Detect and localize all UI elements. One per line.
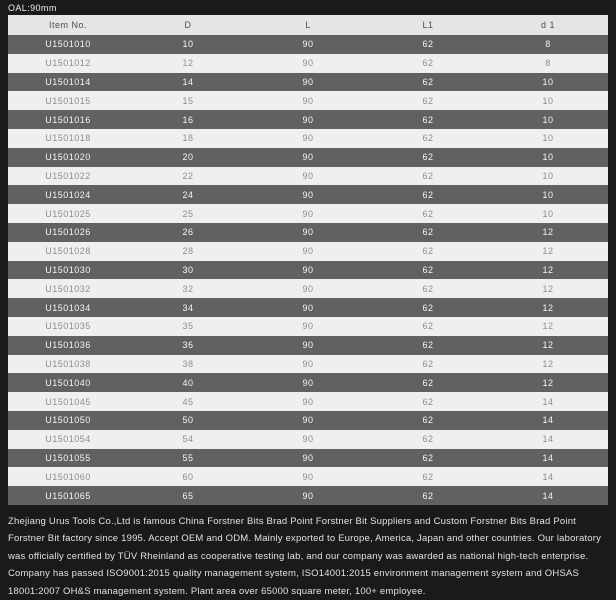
cell-value: 8	[488, 35, 608, 54]
cell-value: 10	[128, 35, 248, 54]
cell-value: 36	[128, 336, 248, 355]
cell-value: 10	[488, 129, 608, 148]
spec-table-body	[8, 35, 608, 505]
cell-value: 90	[248, 148, 368, 167]
cell-value: 30	[128, 261, 248, 280]
cell-value: 28	[128, 242, 248, 261]
cell-value: 14	[488, 449, 608, 468]
table-row	[8, 430, 608, 449]
cell-value: 10	[488, 204, 608, 223]
cell-item-no: U1501040	[8, 373, 128, 392]
table-row	[8, 392, 608, 411]
cell-value: 90	[248, 54, 368, 73]
cell-value: 90	[248, 223, 368, 242]
oal-caption: OAL:90mm	[8, 3, 57, 13]
cell-value: 10	[488, 91, 608, 110]
cell-value: 62	[368, 35, 488, 54]
table-row	[8, 298, 608, 317]
cell-item-no: U1501024	[8, 185, 128, 204]
cell-value: 90	[248, 279, 368, 298]
cell-value: 14	[488, 411, 608, 430]
cell-value: 90	[248, 373, 368, 392]
cell-value: 10	[488, 185, 608, 204]
cell-value: 62	[368, 261, 488, 280]
cell-value: 90	[248, 129, 368, 148]
cell-value: 14	[488, 392, 608, 411]
cell-value: 90	[248, 486, 368, 505]
column-header-4: d 1	[488, 15, 608, 35]
cell-value: 25	[128, 204, 248, 223]
cell-value: 90	[248, 242, 368, 261]
cell-value: 90	[248, 336, 368, 355]
table-row	[8, 317, 608, 336]
cell-value: 62	[368, 223, 488, 242]
table-row	[8, 185, 608, 204]
cell-value: 90	[248, 73, 368, 92]
cell-item-no: U1501036	[8, 336, 128, 355]
cell-value: 12	[488, 261, 608, 280]
cell-value: 12	[128, 54, 248, 73]
table-row	[8, 167, 608, 186]
cell-value: 10	[488, 148, 608, 167]
cell-value: 62	[368, 129, 488, 148]
cell-value: 26	[128, 223, 248, 242]
cell-value: 12	[488, 317, 608, 336]
cell-value: 90	[248, 204, 368, 223]
cell-item-no: U1501030	[8, 261, 128, 280]
cell-value: 62	[368, 91, 488, 110]
table-row	[8, 91, 608, 110]
table-row	[8, 279, 608, 298]
table-row	[8, 110, 608, 129]
cell-value: 62	[368, 373, 488, 392]
cell-item-no: U1501016	[8, 110, 128, 129]
table-row	[8, 129, 608, 148]
cell-value: 12	[488, 223, 608, 242]
cell-value: 38	[128, 355, 248, 374]
cell-value: 45	[128, 392, 248, 411]
cell-value: 14	[128, 73, 248, 92]
cell-value: 35	[128, 317, 248, 336]
cell-value: 62	[368, 317, 488, 336]
cell-value: 90	[248, 317, 368, 336]
table-row	[8, 204, 608, 223]
cell-value: 62	[368, 110, 488, 129]
header-row	[8, 15, 608, 35]
cell-value: 62	[368, 486, 488, 505]
table-row	[8, 242, 608, 261]
cell-value: 90	[248, 411, 368, 430]
table-row	[8, 411, 608, 430]
cell-value: 90	[248, 392, 368, 411]
cell-value: 62	[368, 242, 488, 261]
cell-value: 90	[248, 449, 368, 468]
cell-value: 90	[248, 110, 368, 129]
cell-value: 62	[368, 430, 488, 449]
cell-value: 12	[488, 373, 608, 392]
table-row	[8, 148, 608, 167]
cell-value: 18	[128, 129, 248, 148]
table-row	[8, 54, 608, 73]
table-row	[8, 73, 608, 92]
cell-value: 90	[248, 35, 368, 54]
cell-value: 62	[368, 204, 488, 223]
cell-item-no: U1501060	[8, 467, 128, 486]
cell-value: 65	[128, 486, 248, 505]
cell-value: 62	[368, 279, 488, 298]
table-row	[8, 467, 608, 486]
cell-value: 62	[368, 411, 488, 430]
table-row	[8, 35, 608, 54]
cell-value: 62	[368, 449, 488, 468]
cell-value: 34	[128, 298, 248, 317]
cell-item-no: U1501038	[8, 355, 128, 374]
cell-value: 12	[488, 298, 608, 317]
table-row	[8, 486, 608, 505]
cell-value: 50	[128, 411, 248, 430]
cell-item-no: U1501012	[8, 54, 128, 73]
cell-value: 62	[368, 73, 488, 92]
cell-value: 14	[488, 430, 608, 449]
cell-item-no: U1501018	[8, 129, 128, 148]
cell-item-no: U1501010	[8, 35, 128, 54]
cell-value: 90	[248, 355, 368, 374]
cell-value: 62	[368, 392, 488, 411]
cell-item-no: U1501026	[8, 223, 128, 242]
cell-value: 62	[368, 298, 488, 317]
cell-item-no: U1501014	[8, 73, 128, 92]
cell-value: 24	[128, 185, 248, 204]
table-row	[8, 261, 608, 280]
cell-value: 62	[368, 185, 488, 204]
column-header-0: Item No.	[8, 15, 128, 35]
table-row	[8, 373, 608, 392]
cell-value: 12	[488, 336, 608, 355]
cell-item-no: U1501028	[8, 242, 128, 261]
cell-value: 20	[128, 148, 248, 167]
cell-value: 8	[488, 54, 608, 73]
cell-value: 62	[368, 54, 488, 73]
cell-item-no: U1501045	[8, 392, 128, 411]
cell-value: 40	[128, 373, 248, 392]
cell-value: 90	[248, 185, 368, 204]
cell-item-no: U1501022	[8, 167, 128, 186]
cell-item-no: U1501020	[8, 148, 128, 167]
cell-value: 12	[488, 279, 608, 298]
cell-value: 15	[128, 91, 248, 110]
cell-value: 62	[368, 355, 488, 374]
cell-value: 90	[248, 167, 368, 186]
cell-value: 14	[488, 486, 608, 505]
cell-value: 12	[488, 355, 608, 374]
cell-value: 90	[248, 430, 368, 449]
cell-value: 60	[128, 467, 248, 486]
table-row	[8, 223, 608, 242]
cell-item-no: U1501025	[8, 204, 128, 223]
cell-value: 90	[248, 91, 368, 110]
cell-value: 62	[368, 167, 488, 186]
cell-value: 90	[248, 298, 368, 317]
cell-value: 16	[128, 110, 248, 129]
cell-value: 62	[368, 336, 488, 355]
cell-value: 54	[128, 430, 248, 449]
cell-value: 32	[128, 279, 248, 298]
cell-value: 12	[488, 242, 608, 261]
table-row	[8, 336, 608, 355]
cell-item-no: U1501034	[8, 298, 128, 317]
cell-value: 10	[488, 73, 608, 92]
cell-item-no: U1501065	[8, 486, 128, 505]
table-row	[8, 355, 608, 374]
cell-item-no: U1501035	[8, 317, 128, 336]
table-row	[8, 449, 608, 468]
cell-item-no: U1501015	[8, 91, 128, 110]
cell-item-no: U1501032	[8, 279, 128, 298]
cell-value: 90	[248, 261, 368, 280]
cell-item-no: U1501054	[8, 430, 128, 449]
cell-item-no: U1501055	[8, 449, 128, 468]
spec-table	[8, 15, 608, 505]
cell-value: 55	[128, 449, 248, 468]
cell-value: 90	[248, 467, 368, 486]
company-description: Zhejiang Urus Tools Co.,Ltd is famous China Forstner Bits Brad Point Forstner Bit Suppliers and Custom Forstner Bits Brad Point Forstner Bit factory since 1995. Accept OEM and ODM. Mainly exported to Europe, America, Japan and other countries. Our laboratory was officially certified by TÜV Rheinland as cooperative testing lab, and our company was awarded as national high-tech enterprise. Company has passed ISO9001:2015 quality management system, ISO14001:2015 environment management system and OHSAS 18001:2007 OH&S management system. Plant area over 65000 square meter, 100+ employee.	[8, 515, 602, 597]
cell-value: 62	[368, 148, 488, 167]
column-header-3: L1	[368, 15, 488, 35]
cell-value: 10	[488, 110, 608, 129]
cell-item-no: U1501050	[8, 411, 128, 430]
column-header-2: L	[248, 15, 368, 35]
cell-value: 62	[368, 467, 488, 486]
column-header-1: D	[128, 15, 248, 35]
cell-value: 22	[128, 167, 248, 186]
cell-value: 10	[488, 167, 608, 186]
spec-table-head	[8, 15, 608, 35]
cell-value: 14	[488, 467, 608, 486]
